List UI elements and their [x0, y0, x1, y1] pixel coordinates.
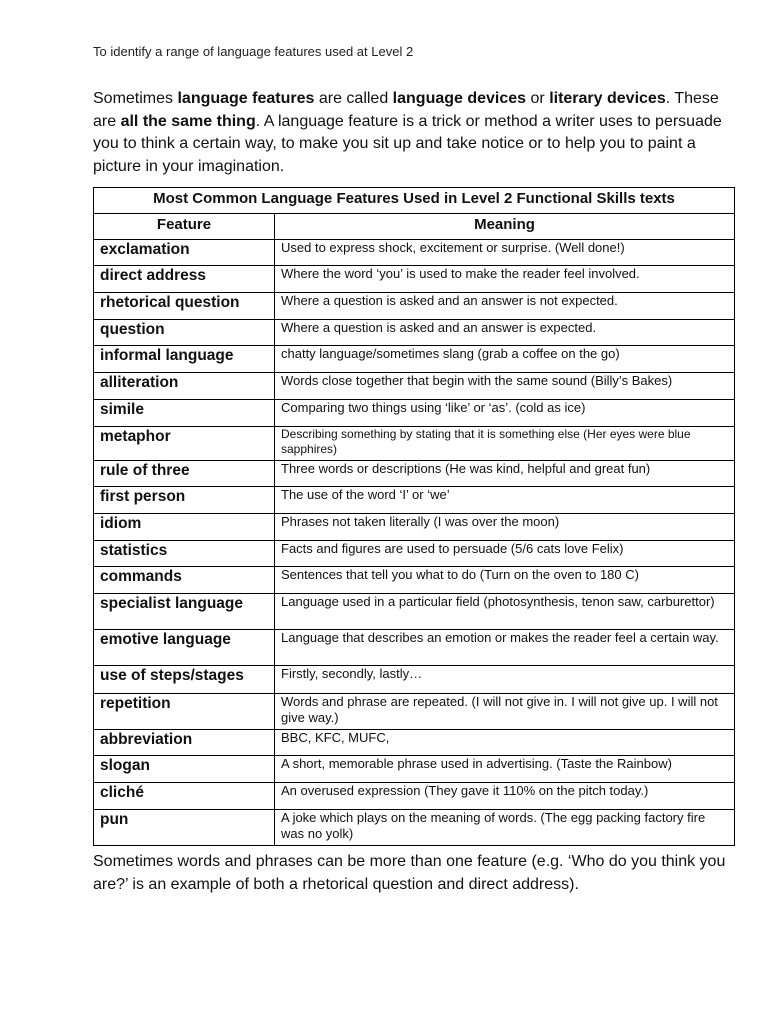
table-row — [94, 514, 735, 541]
intro-bold-language-features: language features — [177, 90, 315, 107]
meaning-cell: Describing something by stating that it is something else (Her eyes were blue sapphires) — [275, 427, 735, 461]
intro-text-1: Sometimes — [93, 90, 178, 107]
feature-cell: idiom — [94, 514, 275, 541]
intro-bold-literary-devices: literary devices — [549, 90, 666, 107]
table-row — [94, 240, 735, 266]
intro-paragraph — [93, 88, 733, 178]
meaning-cell: Sentences that tell you what to do (Turn on the oven to 180 C) — [275, 567, 735, 594]
table-row — [94, 346, 735, 373]
table-row — [94, 266, 735, 293]
feature-cell: direct address — [94, 266, 275, 293]
table-row — [94, 461, 735, 487]
table-title: Most Common Language Features Used in Level 2 Functional Skills texts — [94, 188, 735, 214]
feature-cell: pun — [94, 810, 275, 846]
meaning-cell: Facts and figures are used to persuade (5/6 cats love Felix) — [275, 541, 735, 567]
intro-text-4: . These are — [93, 90, 719, 130]
meaning-cell: Language used in a particular field (photosynthesis, tenon saw, carburettor) — [275, 594, 735, 630]
feature-cell: rule of three — [94, 461, 275, 487]
intro-bold-same-thing: all the same thing — [120, 112, 256, 130]
meaning-cell: BBC, KFC, MUFC, — [275, 730, 735, 756]
table-row — [94, 541, 735, 567]
feature-cell: exclamation — [94, 240, 275, 266]
table-row — [94, 427, 735, 461]
meaning-cell: The use of the word ‘I’ or ‘we’ — [275, 487, 735, 514]
feature-cell: statistics — [94, 541, 275, 567]
table-row — [94, 730, 735, 756]
table-row — [94, 487, 735, 514]
feature-cell: repetition — [94, 694, 275, 730]
table-row — [94, 373, 735, 400]
intro-text-5: . A language feature is a trick or method a writer uses to persuade you to think a certain way, to make you sit up and take notice or to help you to paint a picture in your imagination. — [93, 112, 722, 175]
feature-cell: simile — [94, 400, 275, 427]
feature-cell: commands — [94, 567, 275, 594]
meaning-cell: A joke which plays on the meaning of words. (The egg packing factory fire was no yolk) — [275, 810, 735, 846]
language-features-table — [93, 187, 735, 846]
feature-cell: question — [94, 320, 275, 346]
feature-cell: informal language — [94, 346, 275, 373]
meaning-cell: Three words or descriptions (He was kind, helpful and great fun) — [275, 461, 735, 487]
meaning-cell: Phrases not taken literally (I was over the moon) — [275, 514, 735, 541]
meaning-cell: Language that describes an emotion or makes the reader feel a certain way. — [275, 630, 735, 666]
table-row — [94, 783, 735, 810]
meaning-cell: Comparing two things using ‘like’ or ‘as’. (cold as ice) — [275, 400, 735, 427]
table-row — [94, 756, 735, 783]
intro-bold-language-devices: language devices — [392, 90, 527, 107]
table-row — [94, 293, 735, 320]
feature-cell: abbreviation — [94, 730, 275, 756]
page-header: To identify a range of language features used at Level 2 — [93, 44, 414, 59]
table-row — [94, 694, 735, 730]
meaning-cell: An overused expression (They gave it 110% on the pitch today.) — [275, 783, 735, 810]
table-header-row — [94, 214, 735, 240]
meaning-cell: Words close together that begin with the same sound (Billy’s Bakes) — [275, 373, 735, 400]
table-row — [94, 400, 735, 427]
feature-cell: metaphor — [94, 427, 275, 461]
table-row — [94, 320, 735, 346]
meaning-cell: Where a question is asked and an answer is expected. — [275, 320, 735, 346]
meaning-cell: Where a question is asked and an answer is not expected. — [275, 293, 735, 320]
meaning-cell: Used to express shock, excitement or surprise. (Well done!) — [275, 240, 735, 266]
feature-cell: specialist language — [94, 594, 275, 630]
meaning-cell: chatty language/sometimes slang (grab a coffee on the go) — [275, 346, 735, 373]
table-row — [94, 594, 735, 630]
column-header-meaning: Meaning — [275, 214, 735, 240]
table-row — [94, 666, 735, 694]
meaning-cell: Where the word ‘you’ is used to make the reader feel involved. — [275, 266, 735, 293]
feature-cell: cliché — [94, 783, 275, 810]
meaning-cell: Firstly, secondly, lastly… — [275, 666, 735, 694]
intro-text-2: are called — [314, 90, 393, 107]
table-row — [94, 567, 735, 594]
meaning-cell: A short, memorable phrase used in advertising. (Taste the Rainbow) — [275, 756, 735, 783]
table-title-row — [94, 188, 735, 214]
closing-paragraph: Sometimes words and phrases can be more than one feature (e.g. ‘Who do you think you are?’ is an example of both a rhetorical question and direct address). — [93, 853, 726, 893]
column-header-feature: Feature — [94, 214, 275, 240]
table-body — [94, 240, 735, 846]
feature-cell: use of steps/stages — [94, 666, 275, 694]
meaning-cell: Words and phrase are repeated. (I will not give in. I will not give up. I will not give way.) — [275, 694, 735, 730]
intro-text-3: or — [526, 90, 550, 107]
table-row — [94, 810, 735, 846]
feature-cell: rhetorical question — [94, 293, 275, 320]
feature-cell: slogan — [94, 756, 275, 783]
feature-cell: alliteration — [94, 373, 275, 400]
feature-cell: emotive language — [94, 630, 275, 666]
table-row — [94, 630, 735, 666]
feature-cell: first person — [94, 487, 275, 514]
